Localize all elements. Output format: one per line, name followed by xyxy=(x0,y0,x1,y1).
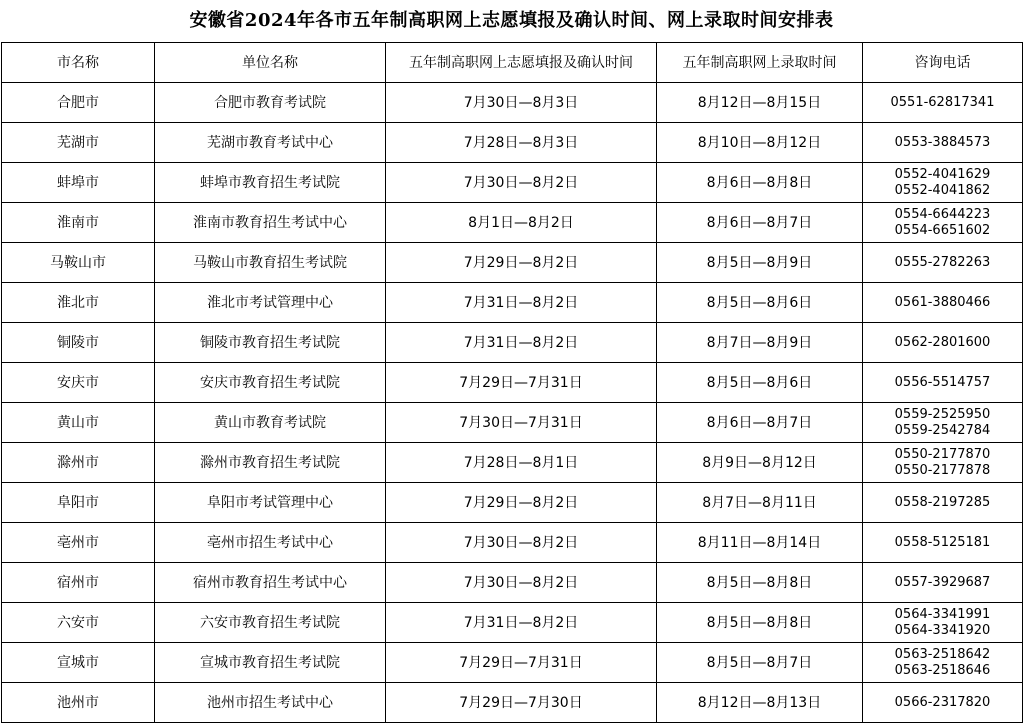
header-apply-time: 五年制高职网上志愿填报及确认时间 xyxy=(386,43,657,83)
admit-time-cell: 8月7日—8月11日 xyxy=(657,483,863,523)
phone-number: 0554-6651602 xyxy=(894,222,991,238)
apply-time-cell: 7月29日—7月30日 xyxy=(386,683,657,723)
apply-time-cell: 7月31日—8月2日 xyxy=(386,603,657,643)
table-body xyxy=(2,83,1023,723)
admit-time-cell: 8月5日—8月8日 xyxy=(657,563,863,603)
unit-cell: 亳州市招生考试中心 xyxy=(155,523,386,563)
unit-cell: 铜陵市教育招生考试院 xyxy=(155,323,386,363)
phone-number: 0553-3884573 xyxy=(894,134,991,150)
document-title: 安徽省2024年各市五年制高职网上志愿填报及确认时间、网上录取时间安排表 xyxy=(189,10,834,31)
phone-number: 0561-3880466 xyxy=(894,294,991,310)
admit-time-cell: 8月5日—8月8日 xyxy=(657,603,863,643)
phone-cell xyxy=(863,123,1023,163)
phone-number: 0556-5514757 xyxy=(894,374,991,390)
header-phone: 咨询电话 xyxy=(863,43,1023,83)
table-row xyxy=(2,443,1023,483)
unit-cell: 淮南市教育招生考试中心 xyxy=(155,203,386,243)
apply-time-cell: 7月28日—8月1日 xyxy=(386,443,657,483)
phone-number: 0554-6644223 xyxy=(894,206,991,222)
phone-cell xyxy=(863,363,1023,403)
table-row xyxy=(2,403,1023,443)
phone-number: 0552-4041629 xyxy=(894,166,991,182)
apply-time-cell: 7月30日—8月2日 xyxy=(386,563,657,603)
phone-number: 0564-3341920 xyxy=(894,622,991,638)
admit-time-cell: 8月12日—8月13日 xyxy=(657,683,863,723)
admit-time-cell: 8月5日—8月6日 xyxy=(657,283,863,323)
phone-cell xyxy=(863,683,1023,723)
phone-number: 0563-2518642 xyxy=(894,646,991,662)
phone-cell xyxy=(863,443,1023,483)
unit-cell: 马鞍山市教育招生考试院 xyxy=(155,243,386,283)
unit-cell: 池州市招生考试中心 xyxy=(155,683,386,723)
table-row xyxy=(2,243,1023,283)
unit-cell: 安庆市教育招生考试院 xyxy=(155,363,386,403)
admit-time-cell: 8月5日—8月6日 xyxy=(657,363,863,403)
city-cell: 黄山市 xyxy=(2,403,155,443)
phone-number: 0550-2177870 xyxy=(894,446,991,462)
phone-number: 0558-2197285 xyxy=(894,494,991,510)
city-cell: 淮南市 xyxy=(2,203,155,243)
phone-cell xyxy=(863,83,1023,123)
unit-cell: 宣城市教育招生考试院 xyxy=(155,643,386,683)
phone-cell xyxy=(863,403,1023,443)
table-row xyxy=(2,163,1023,203)
city-cell: 池州市 xyxy=(2,683,155,723)
apply-time-cell: 7月28日—8月3日 xyxy=(386,123,657,163)
apply-time-cell: 8月1日—8月2日 xyxy=(386,203,657,243)
apply-time-cell: 7月31日—8月2日 xyxy=(386,283,657,323)
header-admit-time: 五年制高职网上录取时间 xyxy=(657,43,863,83)
unit-cell: 蚌埠市教育招生考试院 xyxy=(155,163,386,203)
phone-number: 0551-62817341 xyxy=(890,94,995,110)
admit-time-cell: 8月5日—8月9日 xyxy=(657,243,863,283)
apply-time-cell: 7月29日—8月2日 xyxy=(386,483,657,523)
table-row xyxy=(2,363,1023,403)
admit-time-cell: 8月6日—8月7日 xyxy=(657,403,863,443)
unit-cell: 黄山市教育考试院 xyxy=(155,403,386,443)
phone-cell xyxy=(863,283,1023,323)
apply-time-cell: 7月30日—8月2日 xyxy=(386,523,657,563)
city-cell: 六安市 xyxy=(2,603,155,643)
phone-cell xyxy=(863,643,1023,683)
table-row xyxy=(2,683,1023,723)
apply-time-cell: 7月29日—7月31日 xyxy=(386,643,657,683)
phone-number: 0559-2542784 xyxy=(894,422,991,438)
admit-time-cell: 8月7日—8月9日 xyxy=(657,323,863,363)
phone-cell xyxy=(863,603,1023,643)
phone-number: 0563-2518646 xyxy=(894,662,991,678)
phone-cell xyxy=(863,483,1023,523)
admit-time-cell: 8月10日—8月12日 xyxy=(657,123,863,163)
city-cell: 阜阳市 xyxy=(2,483,155,523)
city-cell: 铜陵市 xyxy=(2,323,155,363)
phone-number: 0557-3929687 xyxy=(894,574,991,590)
unit-cell: 合肥市教育考试院 xyxy=(155,83,386,123)
city-cell: 淮北市 xyxy=(2,283,155,323)
phone-number: 0555-2782263 xyxy=(894,254,991,270)
phone-number: 0564-3341991 xyxy=(894,606,991,622)
table-row xyxy=(2,603,1023,643)
header-city: 市名称 xyxy=(2,43,155,83)
apply-time-cell: 7月29日—8月2日 xyxy=(386,243,657,283)
admit-time-cell: 8月6日—8月7日 xyxy=(657,203,863,243)
admit-time-cell: 8月12日—8月15日 xyxy=(657,83,863,123)
phone-cell xyxy=(863,323,1023,363)
city-cell: 宣城市 xyxy=(2,643,155,683)
unit-cell: 阜阳市考试管理中心 xyxy=(155,483,386,523)
table-row xyxy=(2,643,1023,683)
phone-cell xyxy=(863,523,1023,563)
phone-cell xyxy=(863,563,1023,603)
phone-number: 0562-2801600 xyxy=(894,334,991,350)
city-cell: 滁州市 xyxy=(2,443,155,483)
table-row xyxy=(2,83,1023,123)
unit-cell: 芜湖市教育考试中心 xyxy=(155,123,386,163)
phone-cell xyxy=(863,203,1023,243)
phone-number: 0550-2177878 xyxy=(894,462,991,478)
schedule-table xyxy=(1,42,1023,723)
header-unit: 单位名称 xyxy=(155,43,386,83)
table-row xyxy=(2,483,1023,523)
table-header-row xyxy=(2,43,1023,83)
city-cell: 安庆市 xyxy=(2,363,155,403)
table-row xyxy=(2,563,1023,603)
admit-time-cell: 8月5日—8月7日 xyxy=(657,643,863,683)
table-row xyxy=(2,283,1023,323)
apply-time-cell: 7月30日—7月31日 xyxy=(386,403,657,443)
city-cell: 马鞍山市 xyxy=(2,243,155,283)
unit-cell: 淮北市考试管理中心 xyxy=(155,283,386,323)
apply-time-cell: 7月30日—8月2日 xyxy=(386,163,657,203)
phone-number: 0558-5125181 xyxy=(894,534,991,550)
city-cell: 合肥市 xyxy=(2,83,155,123)
phone-cell xyxy=(863,163,1023,203)
phone-number: 0559-2525950 xyxy=(894,406,991,422)
phone-cell xyxy=(863,243,1023,283)
unit-cell: 六安市教育招生考试院 xyxy=(155,603,386,643)
admit-time-cell: 8月6日—8月8日 xyxy=(657,163,863,203)
admit-time-cell: 8月11日—8月14日 xyxy=(657,523,863,563)
apply-time-cell: 7月30日—8月3日 xyxy=(386,83,657,123)
phone-number: 0552-4041862 xyxy=(894,182,991,198)
apply-time-cell: 7月31日—8月2日 xyxy=(386,323,657,363)
table-row xyxy=(2,203,1023,243)
city-cell: 芜湖市 xyxy=(2,123,155,163)
city-cell: 亳州市 xyxy=(2,523,155,563)
phone-number: 0566-2317820 xyxy=(894,694,991,710)
city-cell: 宿州市 xyxy=(2,563,155,603)
city-cell: 蚌埠市 xyxy=(2,163,155,203)
unit-cell: 宿州市教育招生考试中心 xyxy=(155,563,386,603)
admit-time-cell: 8月9日—8月12日 xyxy=(657,443,863,483)
apply-time-cell: 7月29日—7月31日 xyxy=(386,363,657,403)
table-row xyxy=(2,323,1023,363)
unit-cell: 滁州市教育招生考试院 xyxy=(155,443,386,483)
table-row xyxy=(2,523,1023,563)
table-row xyxy=(2,123,1023,163)
